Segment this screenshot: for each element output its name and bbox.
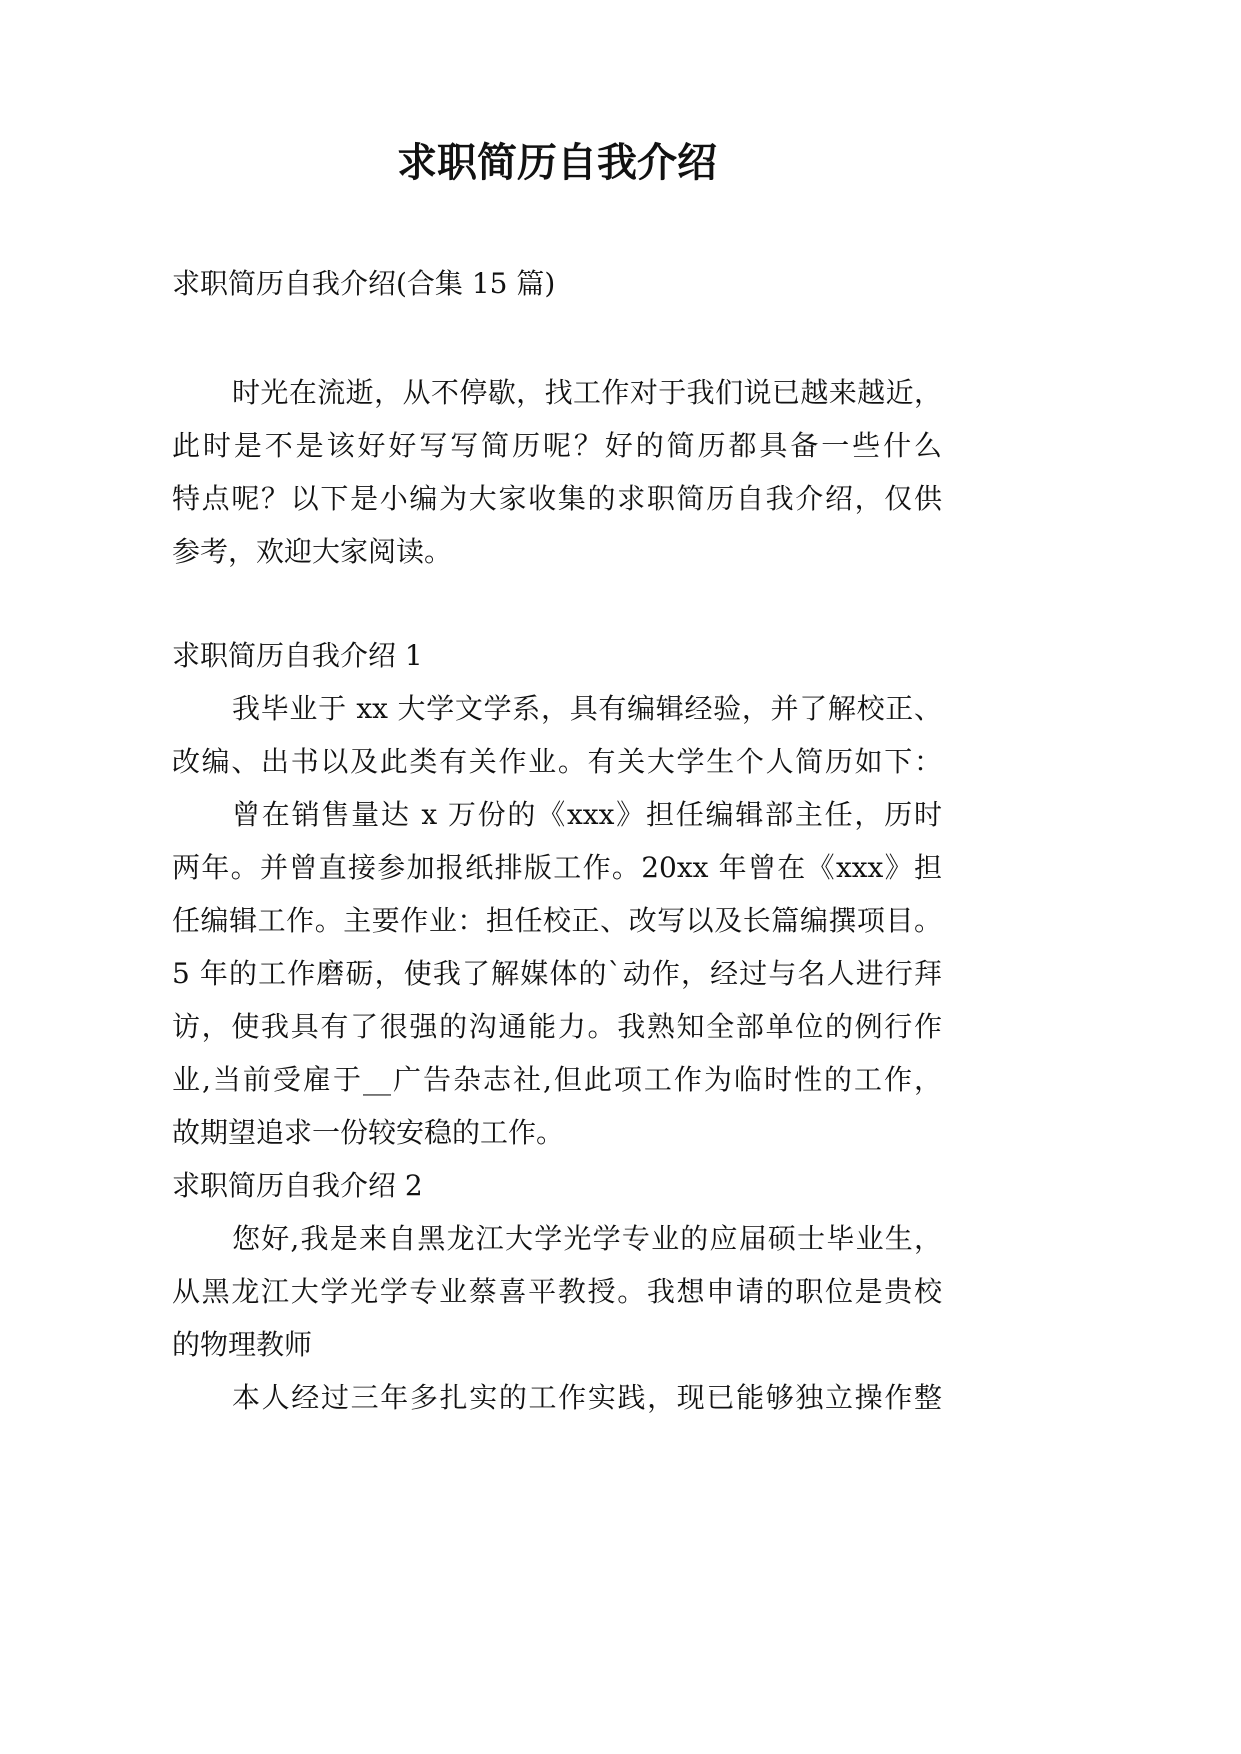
section-heading: 求职简历自我介绍 2 bbox=[172, 1169, 423, 1202]
paragraph-line: 5 年的工作磨砺，使我了解媒体的`动作，经过与名人进行拜 bbox=[172, 957, 942, 990]
paragraph-line: 任编辑工作。主要作业：担任校正、改写以及长篇编撰项目。 bbox=[172, 904, 942, 937]
paragraph-line: 本人经过三年多扎实的工作实践，现已能够独立操作整 bbox=[232, 1381, 942, 1414]
paragraph-line: 从黑龙江大学光学专业蔡喜平教授。我想申请的职位是贵校 bbox=[172, 1275, 942, 1308]
paragraph-line: 访，使我具有了很强的沟通能力。我熟知全部单位的例行作 bbox=[172, 1010, 942, 1043]
document-subtitle: 求职简历自我介绍(合集 15 篇) bbox=[172, 267, 556, 300]
section-1 bbox=[172, 629, 942, 1159]
paragraph bbox=[172, 1212, 942, 1371]
intro-line: 特点呢？以下是小编为大家收集的求职简历自我介绍，仅供 bbox=[172, 482, 942, 515]
intro-line: 时光在流逝，从不停歇，找工作对于我们说已越来越近， bbox=[232, 376, 942, 409]
section-heading: 求职简历自我介绍 1 bbox=[172, 639, 423, 672]
intro-line: 参考，欢迎大家阅读。 bbox=[172, 535, 453, 568]
document-body bbox=[172, 629, 942, 1424]
paragraph bbox=[172, 788, 942, 1159]
paragraph-line: 我毕业于 xx 大学文学系，具有编辑经验，并了解校正、 bbox=[232, 692, 942, 725]
paragraph-line: 您好,我是来自黑龙江大学光学专业的应届硕士毕业生， bbox=[232, 1222, 942, 1255]
paragraph-line: 曾在销售量达 x 万份的《xxx》担任编辑部主任，历时 bbox=[232, 798, 942, 831]
intro-line: 此时是不是该好好写写简历呢？好的简历都具备一些什么 bbox=[172, 429, 942, 462]
document-subtitle-block bbox=[172, 257, 942, 310]
paragraph-line: 的物理教师 bbox=[172, 1328, 313, 1361]
document-title: 求职简历自我介绍 bbox=[397, 139, 717, 186]
paragraph-line: 两年。并曾直接参加报纸排版工作。20xx 年曾在《xxx》担 bbox=[172, 851, 942, 884]
section-2 bbox=[172, 1159, 942, 1424]
paragraph bbox=[172, 682, 942, 788]
intro-paragraph bbox=[172, 366, 942, 578]
paragraph bbox=[172, 1371, 942, 1424]
paragraph-line: 业,当前受雇于__广告杂志社,但此项工作为临时性的工作， bbox=[172, 1063, 942, 1096]
paragraph-line: 故期望追求一份较安稳的工作。 bbox=[172, 1116, 565, 1149]
paragraph-line: 改编、出书以及此类有关作业。有关大学生个人简历如下： bbox=[172, 745, 942, 778]
